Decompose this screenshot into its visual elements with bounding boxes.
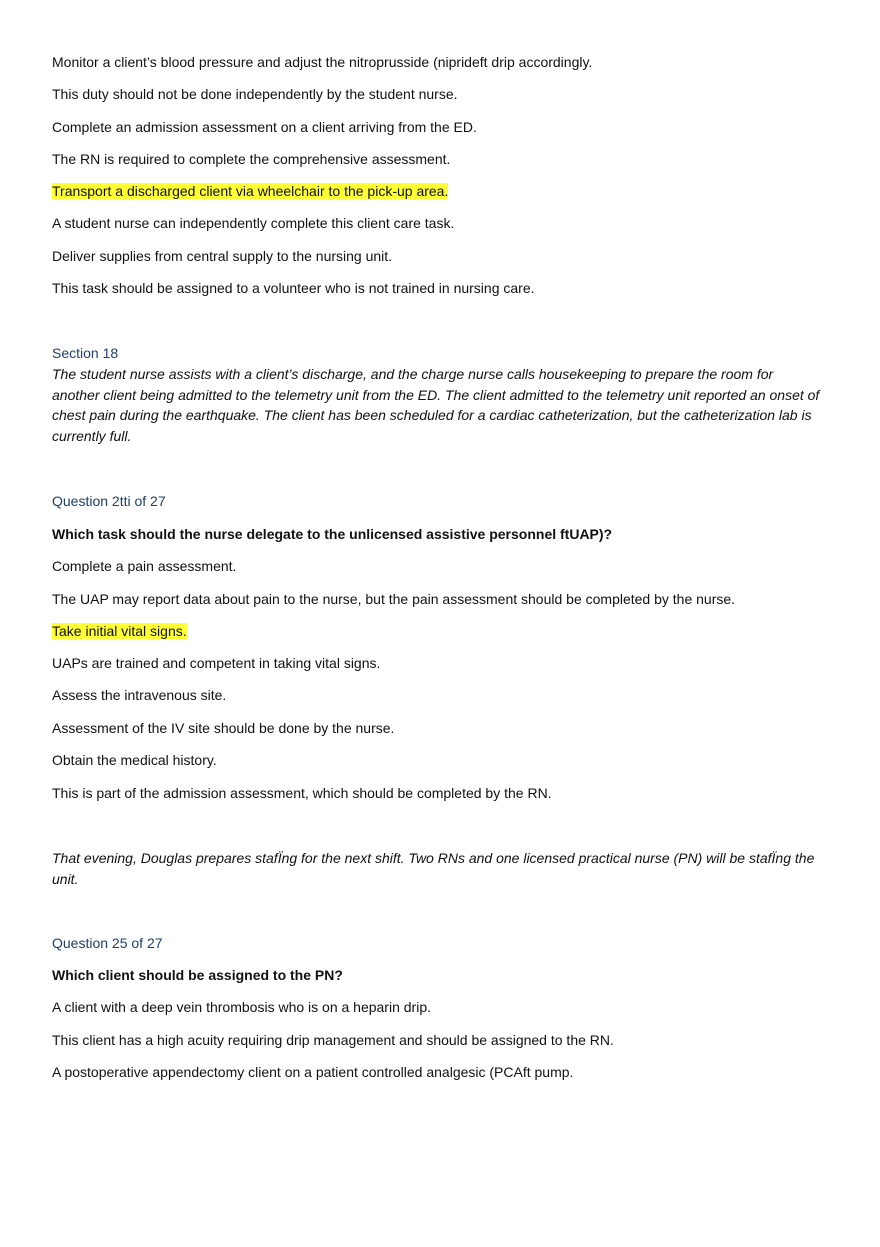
- rationale-text: This is part of the admission assessment, which should be completed by the RN.: [52, 785, 552, 801]
- rationale-text: This task should be assigned to a volunteer who is not trained in nursing care.: [52, 280, 535, 296]
- answer-option: A postoperative appendectomy client on a patient controlled analgesic (PCAft pump.: [52, 1064, 574, 1080]
- rationale-text: The UAP may report data about pain to the nurse, but the pain assessment should be completed by the nurse.: [52, 591, 736, 607]
- highlighted-answer: Transport a discharged client via wheelchair to the pick-up area.: [52, 183, 449, 199]
- answer-option: Deliver supplies from central supply to the nursing unit.: [52, 248, 393, 264]
- rationale-text: Assessment of the IV site should be done by the nurse.: [52, 720, 395, 736]
- correct-answer-option: [52, 621, 187, 641]
- highlighted-answer: Take initial vital signs.: [52, 623, 187, 639]
- correct-answer-option: [52, 181, 448, 201]
- question-prompt: Which task should the nurse delegate to the unlicensed assistive personnel ftUAP)?: [52, 526, 613, 542]
- scenario-paragraph: The student nurse assists with a client’s discharge, and the charge nurse calls housekeeping to prepare the room for another client being admitted to the telemetry unit from the ED. The client admitted to the telemetry unit reported an onset of chest pain during the earthquake. The client has been scheduled for a cardiac catheterization, but the catheterization lab is currently full.: [52, 366, 820, 445]
- rationale-text: A student nurse can independently complete this client care task.: [52, 215, 455, 231]
- answer-option: Assess the intravenous site.: [52, 687, 227, 703]
- section-heading: Section 18: [52, 345, 119, 361]
- question-heading: Question 2tti of 27: [52, 493, 166, 509]
- rationale-text: This duty should not be done independently by the student nurse.: [52, 86, 458, 102]
- answer-option: Complete an admission assessment on a client arriving from the ED.: [52, 119, 477, 135]
- scenario-paragraph: That evening, Douglas prepares stafÏng for the next shift. Two RNs and one licensed practical nurse (PN) will be stafÏng the unit.: [52, 850, 815, 887]
- answer-option: Obtain the medical history.: [52, 752, 217, 768]
- answer-option: Monitor a client’s blood pressure and adjust the nitroprusside (niprideft drip accordingly.: [52, 54, 593, 70]
- answer-option: Complete a pain assessment.: [52, 558, 237, 574]
- answer-option: A client with a deep vein thrombosis who is on a heparin drip.: [52, 999, 431, 1015]
- rationale-text: UAPs are trained and competent in taking vital signs.: [52, 655, 381, 671]
- question-heading: Question 25 of 27: [52, 935, 163, 951]
- rationale-text: This client has a high acuity requiring drip management and should be assigned to the RN.: [52, 1032, 614, 1048]
- rationale-text: The RN is required to complete the comprehensive assessment.: [52, 151, 451, 167]
- question-prompt: Which client should be assigned to the PN?: [52, 967, 343, 983]
